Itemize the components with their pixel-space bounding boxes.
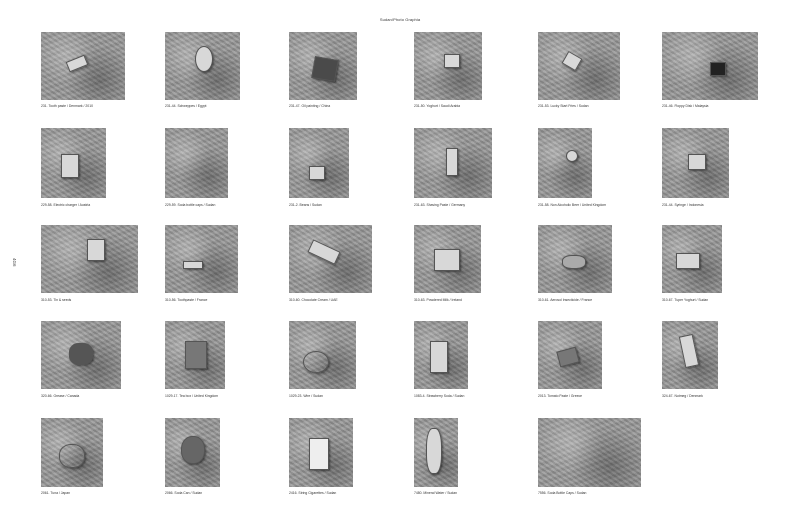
photo-caption: 229-58. Electric charger / Austria <box>41 203 91 207</box>
photo <box>538 321 602 389</box>
photo-caption: 231. Tooth paste / Denmark / 2010 <box>41 104 93 108</box>
photo-caption: 310-63. Powdered Milk / Ireland <box>414 298 462 302</box>
photo <box>165 418 220 487</box>
page-header: Sudan/Photo Graphia <box>379 17 421 22</box>
photo <box>41 321 121 389</box>
photo <box>289 418 353 487</box>
photo <box>41 225 138 293</box>
photo <box>538 32 620 100</box>
photo <box>662 321 718 389</box>
photo-caption: 231-47. Oil painting / China <box>289 104 331 108</box>
photo <box>289 128 349 198</box>
photo <box>662 32 758 100</box>
photo-caption: 1083-4. Strawberry Soda / Sudan <box>414 394 465 398</box>
photo-caption: 7480. Mineral Water / Sudan <box>414 491 458 495</box>
photo-caption: 2061. Tuna / Japan <box>41 491 71 495</box>
photo-caption: 231-50. Yoghurt / Saudi Arabia <box>414 104 460 108</box>
photo <box>289 32 357 100</box>
photo-caption: 2416. String Cigarettes / Sudan <box>289 491 337 495</box>
photo <box>538 418 641 487</box>
photo-caption: 320-66. Grease / Canada <box>41 394 80 398</box>
photo <box>538 225 612 293</box>
photo <box>414 32 482 100</box>
photo <box>165 321 225 389</box>
photo <box>165 32 240 100</box>
photo-caption: 324-67. Nutmeg / Denmark <box>662 394 703 398</box>
photo-caption: 231-44. Syringe / Indonesia <box>662 203 704 207</box>
photo-caption: 1029-23. Wire / Sudan <box>289 394 323 398</box>
photo-caption: 231-44. Schweppes / Egypt <box>165 104 207 108</box>
photo-caption: 310-53. Tin & seeds <box>41 298 72 302</box>
photo-caption: 310-56. Toothpaste / France <box>165 298 208 302</box>
photo <box>414 321 468 389</box>
photo <box>414 418 458 487</box>
photo <box>165 225 238 293</box>
photo-caption: 231-53. Lucky Start Fries / Sudan <box>538 104 589 108</box>
photo-caption: 310-60. Chocolate Cream / UAE <box>289 298 338 302</box>
photo <box>414 225 481 293</box>
photo <box>662 225 722 293</box>
photo <box>414 128 492 198</box>
photo <box>41 32 125 100</box>
photo-caption: 310-67. Tuper Yoghurt / Sudan <box>662 298 709 302</box>
photo <box>289 225 372 293</box>
photo-caption: 7556. Soda Bottle Caps / Sudan <box>538 491 587 495</box>
page-number: 4Ԍ6 <box>12 258 17 267</box>
photo <box>538 128 592 198</box>
photo-caption: 231-63. Shaving Paste / Germany <box>414 203 466 207</box>
photo <box>165 128 228 198</box>
photo-caption: 2066. Soda Can / Sudan <box>165 491 203 495</box>
photo <box>289 321 356 389</box>
photo-caption: 2013. Tomato Paste / Greece <box>538 394 583 398</box>
photo-caption: 231-46. Floppy Disk / Malaysia <box>662 104 709 108</box>
photo-caption: 229-59. Soda bottle caps / Sudan <box>165 203 216 207</box>
photo-caption: 231-58. Non Alcoholic Beer / United Kingdom <box>538 203 607 207</box>
photo-caption: 1029-17. Tea box / United Kingdom <box>165 394 219 398</box>
photo <box>662 128 729 198</box>
photo <box>41 128 106 198</box>
photo-caption: 310-61. Aerosol Insecticide / France <box>538 298 593 302</box>
photo <box>41 418 103 487</box>
photo-caption: 231-2. Beans / Sudan <box>289 203 322 207</box>
